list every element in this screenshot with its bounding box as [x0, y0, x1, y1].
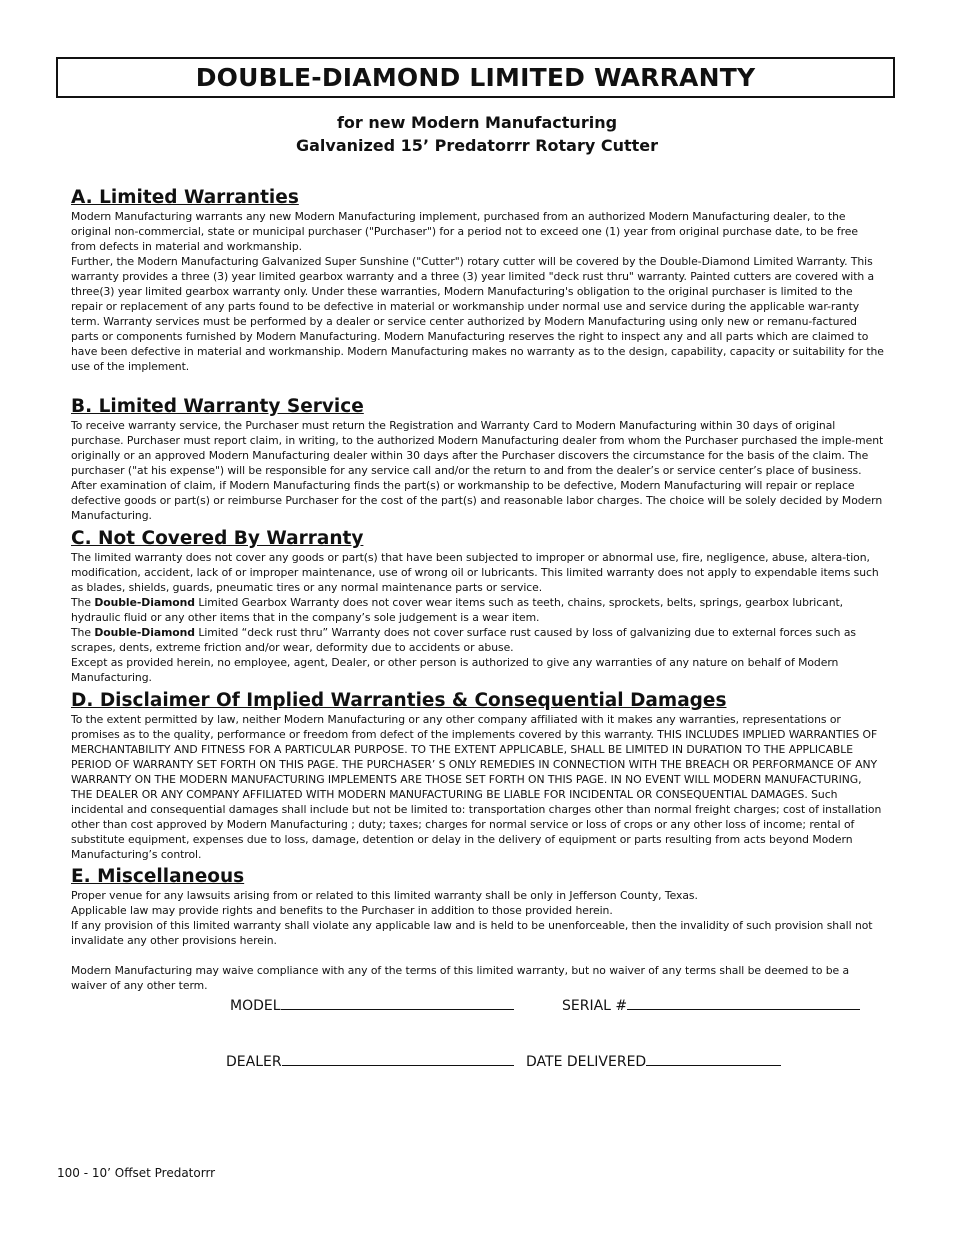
section-c-heading: C. Not Covered By Warranty [71, 528, 364, 549]
section-b-paragraph-1: To receive warranty service, the Purchaser must return the Registration and Warranty Card to Modern Manufacturing within 30 days of original purchase. Purchaser must report claim, in writing, to the authorized Modern Manufacturing dealer from whom the Purchaser purchased the imple-ment originally or an approved Modern Manufacturing dealer within 30 days after the Purchaser discovers the circumstance for the basis of the claim. The purchaser ("at his expense") will be responsible for any service call and/or the return to and from the dealer’s or service center’s place of business. After examination of claim, if Modern Manufacturing finds the part(s) or workmanship to be defective, Modern Manufacturing will repair or replace defective goods or part(s) or reimburse Purchaser for the cost of the part(s) and reasonable labor charges. The choice will be solely decided by Modern Manufacturing. [71, 419, 884, 522]
dealer-label: DEALER [226, 1054, 282, 1070]
section-a-paragraph-1: Modern Manufacturing warrants any new Modern Manufacturing implement, purchased from an authorized Modern Manufacturing dealer, to the original non-commercial, state or municipal purchaser ("Purchaser") for a period not to exceed one (1) year from original purchase date, to be free from defects in material and workmanship. [71, 210, 858, 253]
section-disclaimer [71, 689, 885, 862]
section-e-paragraph-4: Modern Manufacturing may waive compliance with any of the terms of this limited warranty, but no waiver of any terms shall be deemed to be a waiver of any other term. [71, 964, 850, 992]
warranty-content [71, 186, 885, 993]
text: Limited Gearbox Warranty does not cover wear items such as teeth, chains, sprockets, belts, springs, gearbox lubricant, hydraulic fluid or any other items that in the company’s sole judgement is a wear item. [71, 596, 844, 624]
model-field[interactable] [230, 995, 514, 1014]
section-a-heading: A. Limited Warranties [71, 187, 299, 208]
date-delivered-field[interactable] [526, 1051, 781, 1070]
bold-brand: Double-Diamond [94, 596, 195, 609]
model-label: MODEL [230, 998, 281, 1014]
model-blank-line[interactable] [281, 995, 514, 1010]
section-c-paragraph-1: The limited warranty does not cover any goods or part(s) that have been subjected to improper or abnormal use, fire, negligence, abuse, altera-tion, modification, accident, lack of or improper maintenance, use of wrong oil or lubricants. This limited warranty does not apply to expendable items such as blades, shields, guards, pneumatic tires or any normal maintenance parts or service. [71, 551, 879, 594]
section-b-heading: B. Limited Warranty Service [71, 396, 364, 417]
section-limited-warranties [71, 186, 885, 374]
section-limited-warranty-service [71, 395, 885, 523]
bold-brand: Double-Diamond [94, 626, 195, 639]
date-delivered-label: DATE DELIVERED [526, 1054, 647, 1070]
subtitle [0, 111, 954, 157]
subtitle-line-2: Galvanized 15’ Predatorrr Rotary Cutter [295, 136, 659, 155]
text: The [71, 596, 95, 609]
section-a-paragraph-2: Further, the Modern Manufacturing Galvanized Super Sunshine ("Cutter") rotary cutter will be covered by the Double-Diamond Limited Warranty. This warranty provides a three (3) year limited gearbox warranty and a three (3) year limited "deck rust thru" warranty. Painted cutters are covered with a three(3) year limited gearbox warranty only. Under these warranties, Modern Manufacturing's obligation to the original purchaser is limited to the repair or replacement of any parts found to be defective in material or workmanship under normal use and service during the applicable war-ranty term. Warranty services must be performed by a dealer or service center authorized by Modern Manufacturing using only new or remanu-factured parts or components furnished by Modern Manufacturing. Modern Manufacturing reserves the right to inspect any and all parts which are claimed to have been defective in material and workmanship. Modern Manufacturing makes no warranty as to the design, capability, capacity or suitability for the use of the implement. [71, 255, 884, 373]
dealer-field[interactable] [226, 1051, 514, 1070]
section-e-paragraph-1: Proper venue for any lawsuits arising from or related to this limited warranty shall be only in Jefferson County, Texas. [71, 889, 698, 902]
serial-field[interactable] [562, 995, 860, 1014]
section-c-paragraph-4: Except as provided herein, no employee, agent, Dealer, or other person is authorized to give any warranties of any nature on behalf of Modern Manufacturing. [71, 656, 839, 684]
section-c-paragraph-2 [71, 595, 885, 625]
section-e-paragraph-3: If any provision of this limited warranty shall violate any applicable law and is held to be unenforceable, then the invalidity of such provision shall not invalidate any other provisions herein. [71, 919, 873, 947]
section-d-heading: D. Disclaimer Of Implied Warranties & Consequential Damages [71, 690, 727, 711]
date-delivered-blank-line[interactable] [646, 1051, 781, 1066]
text: The [71, 626, 95, 639]
subtitle-line-1: for new Modern Manufacturing [336, 113, 618, 132]
dealer-blank-line[interactable] [282, 1051, 514, 1066]
serial-blank-line[interactable] [627, 995, 860, 1010]
serial-label: SERIAL # [562, 998, 628, 1014]
page-title: DOUBLE-DIAMOND LIMITED WARRANTY [195, 63, 756, 92]
title-box [56, 57, 895, 98]
page-footer: 100 - 10’ Offset Predatorrr [57, 1166, 216, 1180]
section-d-paragraph-1: To the extent permitted by law, neither Modern Manufacturing or any other company affiliated with it makes any warranties, representations or promises as to the quality, performance or freedom from defect of the implements covered by this warranty. THIS INCLUDES IMPLIED WARRANTIES OF MERCHANTABILITY AND FITNESS FOR A PARTICULAR PURPOSE. TO THE EXTENT APPLICABLE, SHALL BE LIMITED IN DURATION TO THE APPLICABLE PERIOD OF WARRANTY SET FORTH ON THIS PAGE. THE PURCHASER’ S ONLY REMEDIES IN CONNECTION WITH THE BREACH OR PERFORMANCE OF ANY WARRANTY ON THE MODERN MANUFACTURING IMPLEMENTS ARE THOSE SET FORTH ON THIS PAGE. IN NO EVENT WILL MODERN MANUFACTURING, THE DEALER OR ANY COMPANY AFFILIATED WITH MODERN MANUFACTURING BE LIABLE FOR INCIDENTAL OR CONSEQUENTIAL DAMAGES. Such incidental and consequential damages shall include but not be limited to: transportation charges other than normal freight charges; cost of installation other than cost approved by Modern Manufacturing ; duty; taxes; charges for normal service or loss of crops or any other loss of income; rental of substitute equipment, expenses due to loss, damage, detention or delay in the delivery of equipment or parts resulting from acts beyond Modern Manufacturing’s control. [71, 713, 882, 861]
section-not-covered [71, 527, 885, 685]
section-e-heading: E. Miscellaneous [71, 866, 245, 887]
section-c-paragraph-3 [71, 625, 885, 655]
text: Limited “deck rust thru” Warranty does not cover surface rust caused by loss of galvanizing due to external forces such as scrapes, dents, extreme friction and/or wear, deformity due to accidents or abuse. [71, 626, 856, 654]
section-miscellaneous [71, 865, 885, 993]
section-e-paragraph-2: Applicable law may provide rights and benefits to the Purchaser in addition to those provided herein. [71, 904, 613, 917]
spacer [71, 948, 885, 963]
